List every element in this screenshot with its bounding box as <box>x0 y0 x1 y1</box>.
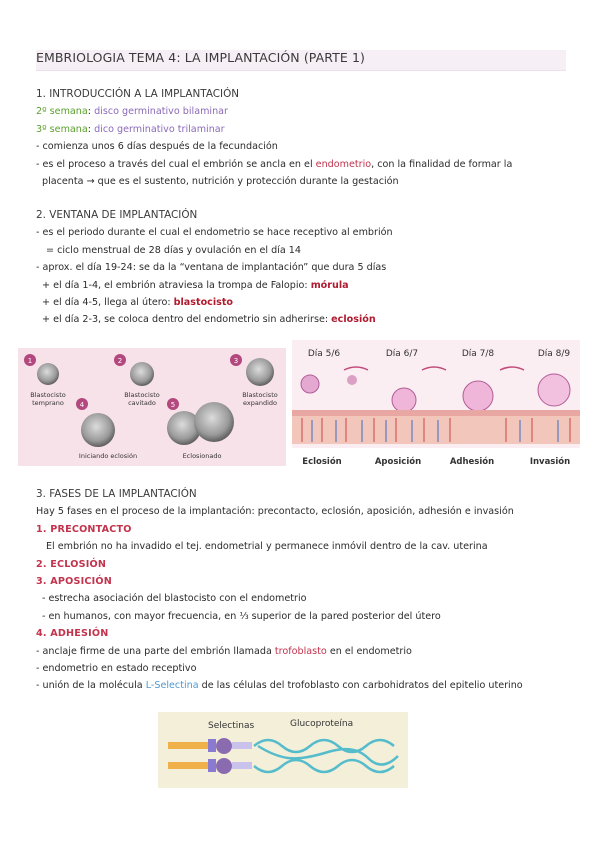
week2-value: disco germinativo bilaminar <box>94 106 228 118</box>
implantation-days-figure <box>292 340 580 472</box>
phase-text: - endometrio en estado receptivo <box>36 663 197 675</box>
embryo-day8 <box>538 374 570 406</box>
week3-value: dico germinativo trilaminar <box>94 123 225 135</box>
day-label: Día 5/6 <box>307 349 341 359</box>
phase-heading-adhesion: 4. ADHESIÓN <box>36 628 109 640</box>
text-run: - es el proceso a través del cual el embrión se ancla en el <box>36 158 316 170</box>
highlight-endometrio: endometrio <box>315 158 372 170</box>
section-introduccion <box>36 86 576 190</box>
bullet-line: - es el periodo durante el cual el endometrio se hace receptivo al embrión <box>36 227 393 239</box>
blastocyst-stages-figure <box>18 348 286 466</box>
blastocyst-early <box>37 363 59 385</box>
week3-line <box>36 121 576 138</box>
week3-label: 3º semana <box>36 123 88 135</box>
phase-heading-aposicion: 3. APOSICIÓN <box>36 576 112 588</box>
badge-number: 3 <box>233 357 239 365</box>
text-run: + el día 4-5, llega al útero: <box>42 297 174 309</box>
day-label: Día 6/7 <box>385 349 419 359</box>
blastocyst-hatched <box>194 402 234 442</box>
day-label: Día 8/9 <box>537 349 571 359</box>
phase-label: Invasión <box>529 457 571 467</box>
blastocyst-expanded <box>246 358 274 386</box>
continuation-line: placenta → que es el sustento, nutrición y protección durante la gestación <box>42 176 399 188</box>
selectins-figure <box>158 712 408 788</box>
badge-number: 5 <box>170 401 176 409</box>
section-heading: 3. FASES DE LA IMPLANTACIÓN <box>36 488 197 500</box>
sub-bullet <box>36 311 576 328</box>
week2-label: 2º semana <box>36 106 88 118</box>
separator: : <box>87 123 95 135</box>
blastocyst-hatching <box>81 413 115 447</box>
highlight-eclosion: eclosión <box>331 314 376 326</box>
badge-number: 2 <box>117 357 123 365</box>
phase-text: - en humanos, con mayor frecuencia, en ⅓ superior de la pared posterior del útero <box>42 610 441 622</box>
stage-badge-3 <box>230 354 242 366</box>
text-run: , con la finalidad de formar la <box>371 158 513 170</box>
epithelium-layer <box>292 410 580 416</box>
selectins-svg <box>158 712 408 788</box>
phase-label: Adhesión <box>449 457 495 467</box>
section-heading: 2. VENTANA DE IMPLANTACIÓN <box>36 209 198 221</box>
selectins-label: Selectinas <box>208 721 255 731</box>
bullet-line: - comienza unos 6 días después de la fecundación <box>36 141 278 153</box>
caption-line: expandido <box>243 399 277 407</box>
phase-text <box>36 643 576 660</box>
caption-line: Blastocisto <box>124 391 160 399</box>
text-run: - unión de la molécula <box>36 680 146 692</box>
phase-label: Eclosión <box>302 457 342 467</box>
phase-label: Aposición <box>374 457 422 467</box>
bullet-line: - aprox. el día 19-24: se da la “ventana de implantación” que dura 5 días <box>36 262 387 274</box>
phase-text <box>36 677 576 694</box>
stage-badge-1 <box>24 354 36 366</box>
sub-bullet <box>36 294 576 311</box>
caption-line: Iniciando eclosión <box>78 452 138 460</box>
embryo-shell <box>347 375 357 385</box>
section-ventana <box>36 207 576 329</box>
badge-number: 4 <box>79 401 85 409</box>
embryo-day5 <box>301 375 319 393</box>
caption-line: Eclosionado <box>182 452 222 460</box>
selectin-molecules <box>168 738 252 774</box>
glycoprotein-chains <box>254 740 398 772</box>
blastocyst-stages-svg <box>18 348 286 466</box>
separator: : <box>87 106 95 118</box>
week2-line <box>36 103 576 120</box>
phase-text: El embrión no ha invadido el tej. endometrial y permanece inmóvil dentro de la cav. uterina <box>46 541 488 553</box>
text-run: + el día 2-3, se coloca dentro del endometrio sin adherirse: <box>42 314 332 326</box>
highlight-l-selectina: L-Selectina <box>145 680 199 692</box>
phase-heading-precontacto: 1. PRECONTACTO <box>36 523 132 535</box>
stage-badge-2 <box>114 354 126 366</box>
highlight-blastocisto: blastocisto <box>173 297 234 309</box>
stage-badge-5 <box>167 398 179 410</box>
text-run: - anclaje firme de una parte del embrión llamada <box>36 645 275 657</box>
text-run: de las células del trofoblasto con carbohidratos del epitelio uterino <box>198 680 523 692</box>
day-label: Día 7/8 <box>461 349 495 359</box>
embryo-day6 <box>392 388 416 412</box>
caption-line: Blastocisto <box>242 391 278 399</box>
phase-text: - estrecha asociación del blastocisto con el endometrio <box>42 593 307 605</box>
stage-badge-4 <box>76 398 88 410</box>
text-run: + el día 1-4, el embrión atraviesa la trompa de Falopio: <box>42 279 311 291</box>
caption-line: cavitado <box>128 399 156 407</box>
phase-heading-eclosion: 2. ECLOSIÓN <box>36 558 107 570</box>
page-title: EMBRIOLOGIA TEMA 4: LA IMPLANTACIÓN (PARTE 1) <box>36 50 566 71</box>
highlight-morula: mórula <box>310 279 349 291</box>
caption-line: temprano <box>32 399 64 407</box>
blastocyst-cavitated <box>130 362 154 386</box>
implantation-days-svg <box>292 340 580 472</box>
highlight-trofoblasto: trofoblasto <box>274 645 327 657</box>
text-run: en el endometrio <box>326 645 412 657</box>
badge-number: 1 <box>27 357 33 365</box>
embryo-day7 <box>463 381 493 411</box>
continuation-line: = ciclo menstrual de 28 días y ovulación en el día 14 <box>46 244 301 256</box>
caption-line: Blastocisto <box>30 391 66 399</box>
section-heading: 1. INTRODUCCIÓN A LA IMPLANTACIÓN <box>36 88 240 100</box>
sub-bullet <box>36 277 576 294</box>
intro-line: Hay 5 fases en el proceso de la implantación: precontacto, eclosión, aposición, adhesión e invasión <box>36 506 514 518</box>
section-fases <box>36 486 576 695</box>
bullet-line <box>36 156 576 173</box>
glycoprotein-label: Glucoproteína <box>290 719 354 729</box>
